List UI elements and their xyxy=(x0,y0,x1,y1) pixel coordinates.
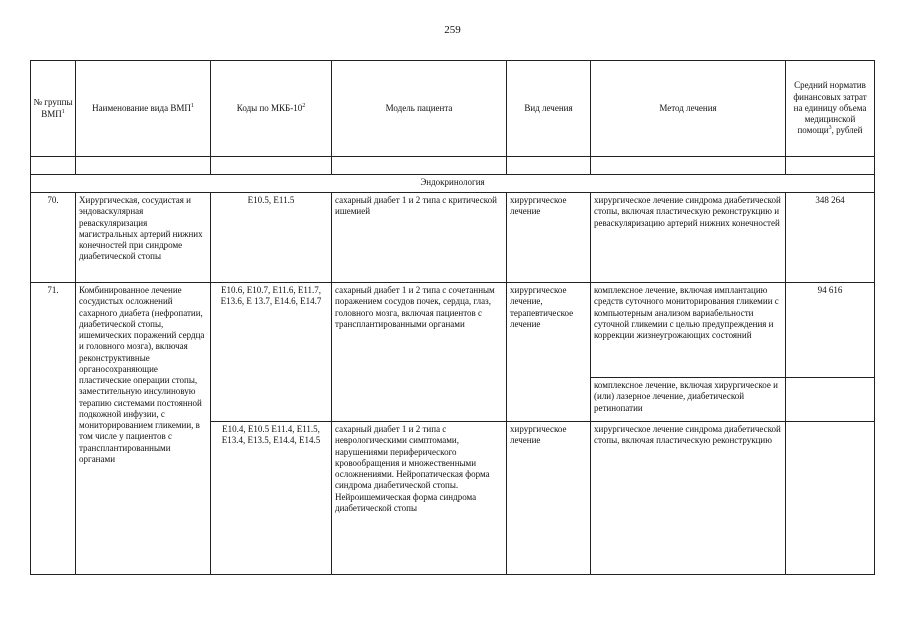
patient-model: сахарный диабет 1 и 2 типа с сочетанным поражением сосудов почек, сердца, глаз, головного мозга, включая пациентов с трансплантированными органами xyxy=(332,283,507,422)
header-codes: Коды по МКБ-$10^2$ xyxy=(211,61,332,157)
row-number: 70. xyxy=(31,193,76,283)
header-row xyxy=(31,61,875,157)
cost-empty xyxy=(786,378,875,422)
header-group: № группы ВМП$^1$ xyxy=(31,61,76,157)
header-treatment: Вид лечения xyxy=(507,61,591,157)
treatment-method: комплексное лечение, включая имплантацию средств суточного мониторирования гликемии с компьютерным анализом вариабельности суточной гликемии с целью предупреждения и коррекции жизнеугрожающих состояний xyxy=(591,283,786,378)
treatment-type: хирургическое лечение, терапевтическое лечение xyxy=(507,283,591,422)
icd-codes: E10.4, E10.5 E11.4, E11.5, E13.4, E13.5, E14.4, E14.5 xyxy=(211,422,332,575)
cost-empty xyxy=(786,422,875,575)
patient-model: сахарный диабет 1 и 2 типа с критической ишемией xyxy=(332,193,507,283)
treatment-type: хирургическое лечение xyxy=(507,193,591,283)
cost-value: 94 616 xyxy=(786,283,875,378)
header-cost: Средний норматив финансовых затрат на единицу объема медицинской помощи$^3$, рублей xyxy=(786,61,875,157)
row-number: 71. xyxy=(31,283,76,575)
header-model: Модель пациента xyxy=(332,61,507,157)
table-row-70 xyxy=(31,193,875,283)
cost-value: 348 264 xyxy=(786,193,875,283)
vmp-name: Комбинированное лечение сосудистых осложнений сахарного диабета (нефропатии, диабетической стопы, ишемических поражений сердца и головного мозга), включая реконструктивные органосохраняющие пластические операции стопы, заместительную инсулиновую терапию системами постоянной подкожной инфузии, с мониторированием гликемии, в том числе у пациентов с трансплантированными органами xyxy=(76,283,211,575)
treatment-type: хирургическое лечение xyxy=(507,422,591,575)
section-row xyxy=(31,175,875,193)
page-number: 259 xyxy=(444,24,461,36)
header-method: Метод лечения xyxy=(591,61,786,157)
treatment-method: комплексное лечение, включая хирургическое и (или) лазерное лечение, диабетической ретинопатии xyxy=(591,378,786,422)
treatment-method: хирургическое лечение синдрома диабетической стопы, включая пластическую реконструкцию xyxy=(591,422,786,575)
icd-codes: E10.6, E10.7, E11.6, E11.7, E13.6, E 13.7, E14.6, E14.7 xyxy=(211,283,332,422)
table-row-71a xyxy=(31,283,875,378)
patient-model: сахарный диабет 1 и 2 типа с неврологическими симптомами, нарушениями периферического кровообращения и множественными осложнениями. Нейропатическая форма синдрома диабетической стопы. Нейроишемическая форма синдрома диабетической стопы xyxy=(332,422,507,575)
header-name: Наименование вида ВМП$^1$ xyxy=(76,61,211,157)
spacer-row xyxy=(31,157,875,175)
section-title: Эндокринология xyxy=(31,175,875,193)
icd-codes: E10.5, E11.5 xyxy=(211,193,332,283)
vmp-table xyxy=(30,60,875,575)
treatment-method: хирургическое лечение синдрома диабетической стопы, включая пластическую реконструкцию и реваскуляризацию артерий нижних конечностей xyxy=(591,193,786,283)
vmp-name: Хирургическая, сосудистая и эндоваскулярная реваскуляризация магистральных артерий нижних конечностей при синдроме диабетической стопы xyxy=(76,193,211,283)
